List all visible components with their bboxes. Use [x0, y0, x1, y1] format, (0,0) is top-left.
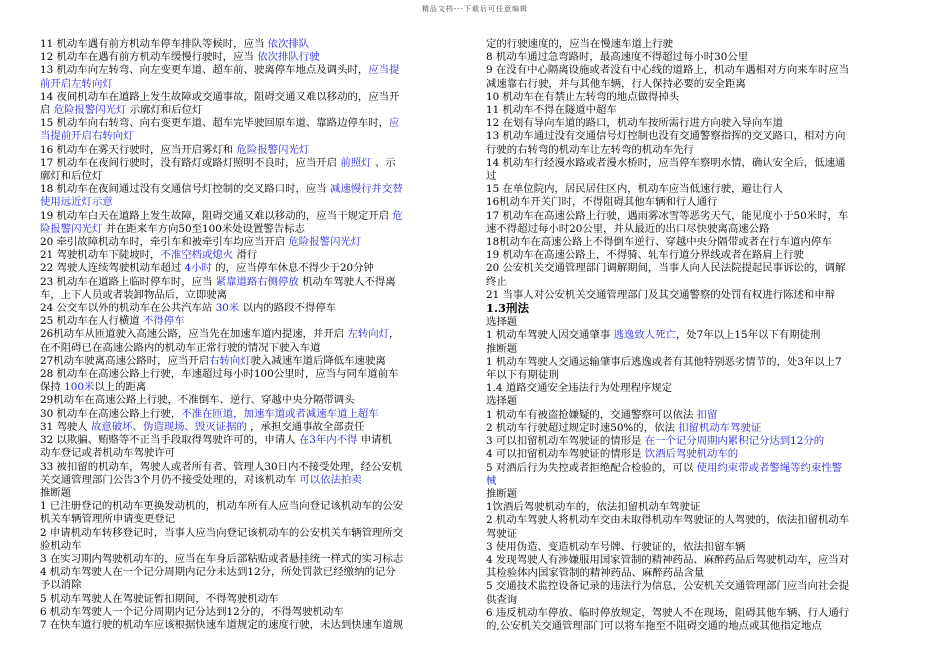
text-line: [486, 422, 910, 435]
answer-highlight: 当提前开启右转向灯: [40, 130, 134, 143]
text-line: [40, 408, 460, 421]
text-line: [486, 356, 910, 369]
answer-highlight: 30米: [215, 302, 240, 315]
text-segment: 20 公安机关交通管理部门调解期间，当事人向人民法院提起民事诉讼的，调解: [486, 262, 846, 275]
text-line: [486, 130, 910, 143]
text-segment: 机关车辆管理所申请变更登记: [40, 513, 176, 526]
text-segment: 32 以欺骗、贿赂等不正当手段取得驾驶许可的，申请人: [40, 434, 299, 447]
text-line: [486, 541, 910, 554]
text-line: [486, 170, 910, 183]
text-segment: 示廓灯和后位灯: [126, 104, 203, 117]
text-segment: 12 机动车在遇有前方机动车缓慢行驶时，应当: [40, 51, 258, 64]
text-segment: 16机动车开关门时，不得阻碍其他车辆和行人通行: [486, 196, 718, 209]
text-line: [486, 157, 910, 170]
text-segment: 4 机动车驾驶人在一个记分周期内记分未达到12分，所处罚款已经缴纳的记分: [40, 566, 396, 579]
answer-highlight: 应: [389, 117, 400, 130]
text-line: [486, 567, 910, 580]
text-segment: 4 发现驾驶人有涉嫌服用国家管制的精神药品、麻醉药品后驾驶机动车，应当对: [486, 553, 850, 566]
answer-highlight: 可以依法拍卖: [299, 473, 362, 486]
text-segment: 启: [40, 104, 54, 117]
text-line: [40, 579, 460, 592]
text-segment: 12 在划有导向车道的路口，机动车按所需行进方向驶入导向车道: [486, 117, 784, 130]
text-line: [486, 514, 910, 527]
text-line: [40, 276, 460, 289]
text-line: [486, 395, 910, 408]
answer-highlight: 前照灯: [340, 156, 372, 169]
text-segment: ，: [389, 328, 400, 341]
text-line: [486, 302, 910, 316]
text-segment: 1.4 道路交通安全违法行为处理程序规定: [486, 382, 673, 395]
text-segment: 推断题: [40, 486, 72, 499]
text-line: [486, 594, 910, 607]
text-line: [486, 51, 910, 64]
answer-highlight: 械: [486, 474, 497, 487]
text-line: [40, 262, 460, 275]
text-segment: 28 机动车在高速公路上行驶，车速超过每小时100公里时，应当与同车道前车: [40, 368, 399, 381]
text-line: [40, 328, 460, 341]
text-segment: 29机动车在高速公路上行驶，不准倒车、逆行、穿越中央分隔带调头: [40, 394, 355, 407]
text-line: [40, 447, 460, 460]
text-segment: 1 机动车驾驶人交通运输肇事后逃逸或者有其他特别恶劣情节的，处3年以上7: [486, 355, 842, 368]
text-line: [40, 368, 460, 381]
text-segment: 14 机动车行经漫水路或者漫水桥时，应当停车察明水情，确认安全后，低速通: [486, 156, 846, 169]
text-segment: 选择题: [486, 316, 518, 329]
text-line: [40, 474, 460, 487]
text-segment: 1饮酒后驾驶机动车的，依法扣留机动车驾驶证: [486, 501, 701, 514]
text-segment: 并在距来车方向50至100米处设置警告标志: [102, 222, 305, 235]
text-line: [40, 394, 460, 407]
answer-highlight: 故意破坏、伪造现场、毁灭证据的: [91, 420, 247, 433]
text-segment: 驾驶证: [486, 527, 518, 540]
text-line: [40, 144, 460, 157]
text-segment: 选择题: [486, 395, 518, 408]
answer-highlight: 危险报警闪光灯: [53, 104, 127, 117]
text-line: [40, 51, 460, 64]
text-line: [486, 249, 910, 262]
text-line: [40, 619, 460, 632]
text-line: [40, 236, 460, 249]
text-line: [486, 276, 910, 289]
text-line: [486, 409, 910, 422]
text-segment: 26机动车从匝道驶入高速公路，应当先在加速车道内提速，并开启: [40, 328, 348, 341]
text-line: [40, 606, 460, 619]
text-line: [40, 540, 460, 553]
text-segment: 廓灯和后位灯: [40, 170, 103, 183]
text-segment: 14 夜间机动车在道路上发生故障或交通事故，阻碍交通又难以移动的，应当开: [40, 90, 400, 103]
text-segment: 5 机动车驾驶人在驾驶证暂扣期间，不得驾驶机动车: [40, 592, 279, 605]
text-line: [486, 343, 910, 356]
text-segment: 15 在单位院内，居民居住区内，机动车应当低速行驶，避让行人: [486, 183, 784, 196]
left-column: [40, 38, 460, 632]
answer-highlight: 前开启左转向灯: [40, 77, 113, 90]
text-line: [486, 329, 910, 342]
answer-highlight: 使用远近灯示意: [40, 196, 113, 209]
text-line: [486, 223, 910, 236]
text-line: [486, 78, 910, 91]
answer-highlight: 依次排队行驶: [257, 51, 320, 64]
text-segment: 车，上下人员或者装卸物品后，立即驶离: [40, 288, 228, 301]
text-segment: 23 机动车在道路上临时停车时，应当: [40, 275, 216, 288]
text-line: [486, 607, 910, 620]
answer-highlight: 使用约束带或者警绳等约束性警: [696, 461, 843, 474]
text-line: [40, 302, 460, 315]
section-heading: 1.3刑法: [486, 301, 530, 316]
text-segment: 推断题: [486, 487, 518, 500]
text-line: [486, 262, 910, 275]
text-line: [486, 475, 910, 488]
text-line: [40, 170, 460, 183]
text-line: [40, 461, 460, 474]
text-segment: ，承担交通事故全部责任: [246, 420, 365, 433]
text-segment: 30 机动车在高速公路上行驶，: [40, 407, 182, 420]
text-segment: 2 申请机动车转移登记时，当事人应当向登记该机动车的公安机关车辆管理所交: [40, 526, 404, 539]
text-line: [486, 528, 910, 541]
text-segment: 的,公安机关交通管理部门可以将车拖至不阻碍交通的地点或其他指定地点: [486, 619, 822, 632]
text-line: [486, 620, 910, 633]
answer-highlight: 在一个记分周期内累积记分达到12分的: [644, 435, 825, 448]
text-segment: 驶入减速车道后降低车速驶离: [250, 354, 386, 367]
text-segment: 6 机动车驾驶人一个记分周期内记分达到12分的，不得驾驶机动车: [40, 605, 344, 618]
text-line: [40, 315, 460, 328]
text-line: [486, 117, 910, 130]
text-line: [40, 223, 460, 236]
text-segment: 15 机动车向右转弯、向右变更车道、超车完毕驶回原车道、靠路边停车时，: [40, 117, 390, 130]
answer-highlight: 紧靠道路右侧停放: [215, 275, 299, 288]
text-line: [486, 501, 910, 514]
text-segment: 8 机动车通过急弯路时，最高速度不得超过每小时30公里: [486, 51, 749, 64]
answer-highlight: 逃逸致人死亡: [613, 329, 676, 342]
text-line: [486, 289, 910, 302]
answer-highlight: 不得停车: [142, 315, 185, 328]
text-line: [40, 566, 460, 579]
text-segment: 11 机动车不得在隧道中超车: [486, 104, 617, 117]
text-segment: 保持: [40, 381, 65, 394]
text-line: [40, 104, 460, 117]
text-line: [40, 157, 460, 170]
text-segment: 33 被扣留的机动车，驾驶人或者所有者、管理人30日内不接受处理，经公安机: [40, 460, 403, 473]
text-line: [486, 382, 910, 395]
text-line: [486, 183, 910, 196]
text-line: [40, 210, 460, 223]
text-segment: 27机动车驶离高速公路时，应当开启: [40, 354, 210, 367]
answer-highlight: 危险报警闪光灯: [236, 143, 310, 156]
text-segment: 1 机动车驾驶人因交通肇事: [486, 329, 614, 342]
text-segment: 关交通管理部门公告3个月仍不接受处理的，对该机动车: [40, 473, 300, 486]
answer-highlight: 饮酒后驾驶机动车的: [644, 448, 739, 461]
text-line: [40, 342, 460, 355]
text-segment: 13 机动车通过没有交通信号灯控制也没有交通警察指挥的交叉路口，相对方向: [486, 130, 846, 143]
text-line: [486, 91, 910, 104]
text-line: [40, 249, 460, 262]
text-segment: 17 机动车在高速公路上行驶，遇雨雾冰雪等恶劣天气，能见度小于50米时，车: [486, 209, 849, 222]
text-line: [486, 196, 910, 209]
text-segment: ，处7年以上15年以下有期徒刑: [675, 329, 821, 342]
text-segment: 以上的距离: [94, 381, 147, 394]
text-segment: 4 可以扣留机动车驾驶证的情形是: [486, 448, 645, 461]
text-line: [486, 369, 910, 382]
answer-highlight: 减速慢行并交替: [329, 183, 403, 196]
page-header: 精品文档---下载后可任意编辑: [421, 5, 529, 13]
text-segment: 予以消除: [40, 579, 82, 592]
text-segment: 19 机动车在高速公路上，不得骑、轧车行道分界线或者在路肩上行驶: [486, 249, 804, 262]
text-line: [40, 196, 460, 209]
answer-highlight: 险报警闪光灯: [40, 222, 103, 235]
text-segment: 其检验体内国家管制的精神药品、麻醉药品含量: [486, 567, 705, 580]
text-segment: 5 交通技术监控设备记录的违法行为信息，公安机关交通管理部门应当向社会提: [486, 580, 850, 593]
text-segment: 速不得超过每小时20公里，并从最近的出口尽快驶离高速公路: [486, 222, 770, 235]
text-segment: 19 机动车白天在道路上发生故障，阻碍交通又难以移动的，应当干规定开启: [40, 209, 393, 222]
text-line: [40, 527, 460, 540]
text-segment: 的，应当停车休息不得少于20分钟: [211, 262, 374, 275]
text-segment: 年以下有期徒刑: [486, 369, 559, 382]
text-segment: 动车登记或者机动车驾驶许可: [40, 447, 176, 460]
text-line: [486, 448, 910, 461]
text-segment: 10 机动车在有禁止左转弯的地点做得掉头: [486, 90, 680, 103]
text-line: [486, 554, 910, 567]
text-segment: 31 驾驶人: [40, 420, 91, 433]
text-line: [40, 91, 460, 104]
text-segment: 24 公交车以外的机动车在公共汽车站: [40, 302, 216, 315]
text-line: [40, 130, 460, 143]
text-line: [40, 593, 460, 606]
text-segment: 减速靠右行驶，并与其他车辆，行人保持必要的安全距离: [486, 77, 746, 90]
text-segment: 16 机动车在雾天行驶时，应当开启雾灯和: [40, 143, 237, 156]
text-segment: 7 在快车道行驶的机动车应该根据快速车道规定的速度行驶，未达到快速车道规: [40, 618, 404, 631]
text-line: [40, 434, 460, 447]
text-segment: 11 机动车遇有前方机动车停车排队等候时，应当: [40, 38, 268, 50]
text-segment: 5 对酒后行为失控或者拒绝配合检验的，可以: [486, 461, 697, 474]
text-line: [486, 38, 910, 51]
answer-highlight: 扣留: [696, 408, 718, 421]
answer-highlight: 依次排队: [267, 38, 310, 50]
text-line: [40, 355, 460, 368]
right-column: [486, 38, 910, 633]
text-line: [40, 513, 460, 526]
text-segment: 2 机动车行驶超过规定时速50%的，依法: [486, 421, 679, 434]
text-line: [40, 289, 460, 302]
answer-highlight: 在3年内不得: [298, 434, 358, 447]
text-segment: 3 可以扣留机动车驾驶证的情形是: [486, 435, 645, 448]
text-line: [40, 553, 460, 566]
answer-highlight: 不准空档或熄火: [160, 249, 234, 262]
text-segment: 定的行驶速度的，应当在慢速车道上行驶: [486, 38, 674, 50]
answer-highlight: 应当提: [368, 64, 400, 77]
text-segment: 过: [486, 170, 497, 183]
text-segment: 6 违反机动车停放、临时停放规定，驾驶人不在现场，阻碍其他车辆、行人通行: [486, 606, 850, 619]
text-segment: 22 驾驶人连续驾驶机动车超过: [40, 262, 185, 275]
text-line: [486, 488, 910, 501]
text-line: [40, 64, 460, 77]
text-segment: 3 使用伪造、变造机动车号牌、行驶证的，依法扣留车辆: [486, 540, 746, 553]
text-line: [486, 316, 910, 329]
text-segment: 20 牵引故障机动车时，牵引车和被牵引车均应当开启: [40, 236, 289, 249]
text-segment: 推断题: [486, 342, 518, 355]
text-segment: 终止: [486, 275, 507, 288]
text-line: [40, 78, 460, 91]
text-line: [486, 580, 910, 593]
text-segment: 3 在实习期内驾驶机动车的，应当在车身后部粘贴或者悬挂统一样式的实习标志: [40, 552, 404, 565]
answer-highlight: 4小时: [184, 262, 212, 275]
text-segment: 机动车驾驶人不得离: [298, 275, 396, 288]
answer-highlight: 100米: [64, 381, 95, 394]
answer-highlight: 危: [392, 209, 403, 222]
text-line: [486, 210, 910, 223]
text-segment: 申请机: [357, 434, 392, 447]
text-segment: 供查询: [486, 593, 518, 606]
text-segment: 在不阻碍已在高速公路内的机动车正常行驶的情况下驶入车道: [40, 341, 321, 354]
text-line: [40, 381, 460, 394]
answer-highlight: 危险报警闪光灯: [288, 236, 362, 249]
text-segment: 21 驾驶机动车下陡坡时，: [40, 249, 161, 262]
text-segment: 1 已注册登记的机动车更换发动机的，机动车所有人应当向登记该机动车的公安: [40, 500, 404, 513]
text-segment: 17 机动车在夜间行驶时，没有路灯或路灯照明不良时，应当开启: [40, 156, 341, 169]
text-line: [486, 144, 910, 157]
answer-highlight: 左转向灯: [347, 328, 390, 341]
text-segment: 25 机动车在人行横道: [40, 315, 143, 328]
text-segment: 行驶的右转弯的机动车让左转弯的机动车先行: [486, 143, 694, 156]
text-segment: 13 机动车向左转弯、向左变更车道、超车前、驶离停车地点及调头时，: [40, 64, 369, 77]
text-line: [40, 487, 460, 500]
answer-highlight: 不准在匝道，加速车道或者减速车道上超车: [181, 407, 379, 420]
text-segment: 18机动车在高速公路上不得倒车逆行、穿越中央分隔带或者在行车道内停车: [486, 236, 832, 249]
text-line: [40, 183, 460, 196]
text-segment: 1 机动车有被盗抢嫌疑的，交通警察可以依法: [486, 408, 697, 421]
text-line: [486, 462, 910, 475]
text-line: [40, 117, 460, 130]
text-segment: 18 机动车在夜间通过没有交通信号灯控制的交叉路口时，应当: [40, 183, 330, 196]
text-line: [486, 435, 910, 448]
text-segment: 以内的路段不得停车: [239, 302, 337, 315]
answer-highlight: 右转向灯: [209, 354, 251, 367]
text-segment: 9 在没有中心隔离设施或者没有中心线的道路上，机动车遇相对方向来车时应当: [486, 64, 850, 77]
text-segment: 滑行: [233, 249, 258, 262]
text-line: [486, 64, 910, 77]
text-line: [486, 236, 910, 249]
text-segment: 验机动车: [40, 539, 82, 552]
text-line: [40, 500, 460, 513]
text-line: [486, 104, 910, 117]
text-segment: 2 机动车驾驶人将机动车交由未取得机动车驾驶证的人驾驶的，依法扣留机动车: [486, 514, 850, 527]
text-line: [40, 421, 460, 434]
text-line: [40, 38, 460, 51]
answer-highlight: 扣留机动车驾驶证: [678, 421, 762, 434]
text-segment: 、示: [371, 156, 396, 169]
text-segment: 21 当事人对公安机关交通管理部门及其交通警察的处罚有权进行陈述和申辩: [486, 288, 836, 301]
